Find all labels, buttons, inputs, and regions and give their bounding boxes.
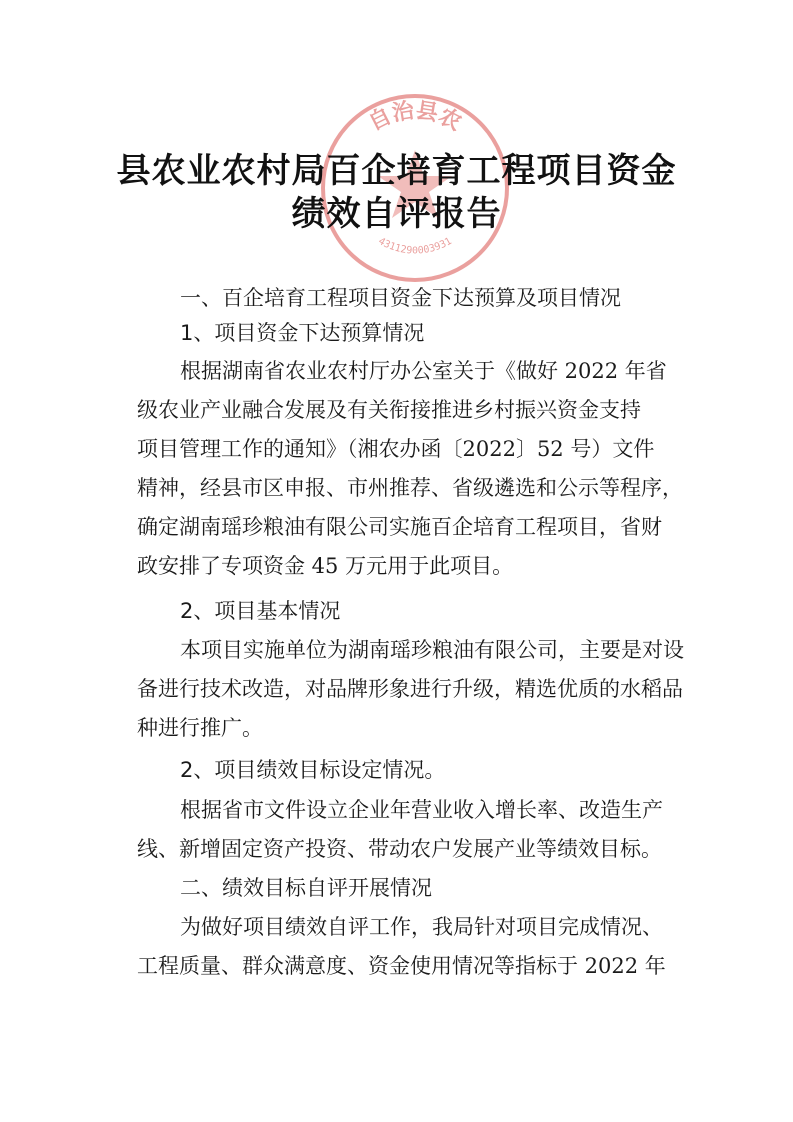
seal-code: 4311290003931	[376, 235, 454, 257]
para4-line: 为做好项目绩效自评工作，我局针对项目完成情况、	[180, 915, 663, 939]
seal-text: 自治县农	[364, 98, 466, 136]
para1-line: 精神，经县市区申报、市州推荐、省级遴选和公示等程序，	[137, 476, 683, 500]
para1-line: 项目管理工作的通知》（湘农办函〔2022〕52 号）文件	[137, 437, 655, 461]
para1-line: 政安排了专项资金 45 万元用于此项目。	[137, 554, 514, 578]
para3-line: 根据省市文件设立企业年营业收入增长率、改造生产	[180, 798, 663, 822]
para3-line: 线、新增固定资产投资、带动农户发展产业等绩效目标。	[137, 837, 662, 861]
section1-heading: 一、百企培育工程项目资金下达预算及项目情况	[180, 286, 621, 310]
svg-text:4311290003931	[376, 236, 453, 257]
para1-line: 确定湖南瑶珍粮油有限公司实施百企培育工程项目，省财	[137, 515, 662, 539]
sub1-heading: 1、项目资金下达预算情况	[180, 321, 425, 345]
para2-line: 本项目实施单位为湖南瑶珍粮油有限公司，主要是对设	[180, 638, 684, 662]
para2-line: 备进行技术改造，对品牌形象进行升级，精选优质的水稻品	[137, 677, 683, 701]
para1-line: 根据湖南省农业农村厅办公室关于《做好 2022 年省	[180, 359, 667, 383]
para2-line: 种进行推广。	[137, 716, 263, 740]
section2-heading: 二、绩效目标自评开展情况	[180, 876, 432, 900]
para4-line: 工程质量、群众满意度、资金使用情况等指标于 2022 年	[137, 954, 666, 978]
para1-line: 级农业产业融合发展及有关衔接推进乡村振兴资金支持	[137, 398, 641, 422]
sub3-heading: 2、项目绩效目标设定情况。	[180, 758, 446, 782]
document-title-line1: 县农业农村局百企培育工程项目资金	[116, 151, 677, 191]
sub2-heading: 2、项目基本情况	[180, 599, 341, 623]
document-title-line2: 绩效自评报告	[291, 194, 502, 234]
